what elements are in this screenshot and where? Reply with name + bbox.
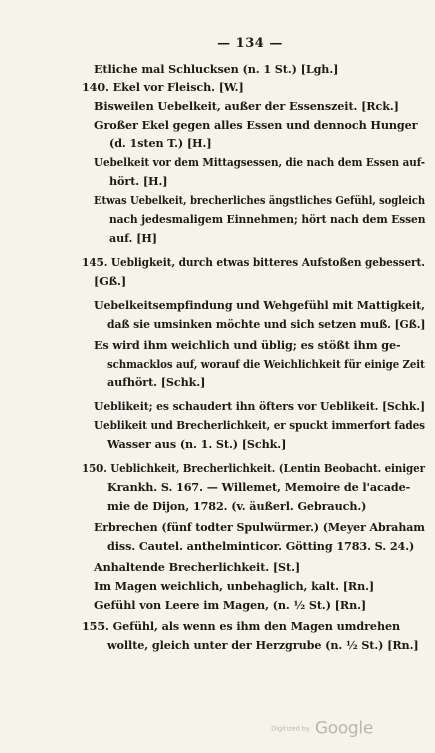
text-line: Etwas Uebelkeit, brecherliches ängstliches Gefühl, sogleich <box>94 193 426 207</box>
text-line: [Gß.] <box>94 274 127 288</box>
text-line: Erbrechen (fünf todter Spulwürmer.) (Meyer Abraham <box>94 520 425 534</box>
text-line: 145. Uebligkeit, durch etwas bitteres Aufstoßen gebessert. <box>82 255 425 269</box>
text-line: Uebelkeit vor dem Mittagsessen, die nach dem Essen auf- <box>94 155 425 169</box>
text-line: diss. Cautel. anthelminticor. Götting 1783. S. 24.) <box>107 539 415 553</box>
text-line: 150. Ueblichkeit, Brecherlichkeit. (Lentin Beobacht. einiger <box>82 461 425 475</box>
text-line: Ueblikeit; es schaudert ihn öfters vor Ueblikeit. [Schk.] <box>94 399 425 413</box>
text-line: nach jedesmaligem Einnehmen; hört nach dem Essen <box>109 212 426 226</box>
watermark-prefix: Digitized by <box>271 724 310 733</box>
text-line: Wasser aus (n. 1. St.) [Schk.] <box>107 437 287 451</box>
text-line: Krankh. S. 167. — Willemet, Memoire de l'acade- <box>107 480 411 494</box>
text-line: Es wird ihm weichlich und üblig; es stößt ihm ge- <box>94 338 401 352</box>
text-line: Anhaltende Brecherlichkeit. [St.] <box>94 560 301 574</box>
text-line: Großer Ekel gegen alles Essen und dennoch Hunger <box>94 118 418 132</box>
text-line: Uebelkeitsempfindung und Wehgefühl mit Mattigkeit, <box>94 298 425 312</box>
text-line: auf. [H] <box>109 231 157 245</box>
text-line: Bisweilen Uebelkeit, außer der Essenszeit. [Rck.] <box>94 99 399 113</box>
text-line: Im Magen weichlich, unbehaglich, kalt. [Rn.] <box>94 579 375 593</box>
google-watermark <box>271 718 373 739</box>
text-line: schmacklos auf, worauf die Weichlichkeit für einige Zeit <box>107 357 425 371</box>
text-line: 140. Ekel vor Fleisch. [W.] <box>82 80 244 94</box>
text-line: hört. [H.] <box>109 174 168 188</box>
text-line: mie de Dijon, 1782. (v. äußerl. Gebrauch.) <box>107 499 367 513</box>
text-line: (d. 1sten T.) [H.] <box>109 136 212 150</box>
text-line: 155. Gefühl, als wenn es ihm den Magen umdrehen <box>82 619 401 633</box>
page-number: — 134 — <box>217 36 283 51</box>
text-line: Gefühl von Leere im Magen, (n. ½ St.) [Rn.] <box>94 598 367 612</box>
google-logo: Google <box>314 718 373 739</box>
text-line: aufhört. [Schk.] <box>107 375 206 389</box>
text-line: Etliche mal Schlucksen (n. 1 St.) [Lgh.] <box>94 62 339 76</box>
text-line: Ueblikeit und Brecherlichkeit, er spuckt immerfort fades <box>94 418 425 432</box>
text-line: daß sie umsinken möchte und sich setzen muß. [Gß.] <box>107 317 426 331</box>
text-line: wollte, gleich unter der Herzgrube (n. ½ St.) [Rn.] <box>107 638 419 652</box>
